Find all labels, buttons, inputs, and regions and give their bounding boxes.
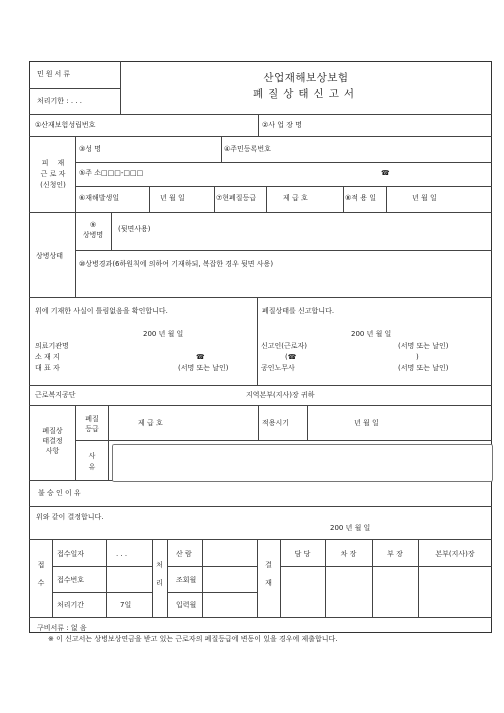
row-divider (29, 405, 492, 406)
col-divider (106, 539, 107, 617)
seven-days-label: 7일 (120, 601, 132, 609)
col-divider (75, 136, 76, 297)
col-divider (167, 539, 168, 617)
required-docs: 구비서류 : 없 음 (37, 624, 87, 632)
inquiry-label: 조회월 (176, 576, 197, 584)
row-divider (280, 566, 492, 567)
phone-icon: ☎ (381, 169, 390, 177)
processing-period-label: 처리기간 (57, 601, 85, 609)
row-divider (75, 440, 492, 441)
agency-label: 근로복지공단 (35, 391, 76, 399)
sign-right-2: (서명 또는 날인) (398, 364, 449, 372)
establishment-no-input[interactable] (122, 118, 252, 132)
resident-no-input[interactable] (290, 141, 485, 155)
in-charge-label: 담 당 (294, 550, 311, 558)
col-divider (257, 297, 258, 385)
reason-label: 사 유 (88, 452, 96, 471)
accident-date-value: 년 월 일 (160, 194, 185, 202)
receipt-label: 접 수 (37, 561, 45, 587)
confirm-date: 200 년 월 일 (143, 330, 184, 338)
report-date: 200 년 월 일 (351, 330, 392, 338)
labor-attorney-label: 공인노무사 (261, 364, 295, 372)
row-divider (29, 506, 492, 507)
form-title-1: 산업재해보상보험 (263, 72, 349, 84)
row-divider (52, 566, 152, 567)
medical-institution-label: 의료기관명 (35, 342, 69, 350)
row-divider (167, 592, 257, 593)
confirm-text: 위에 기재한 사실이 틀림없음을 확인합니다. (35, 307, 168, 315)
receipt-date-label: 접수일자 (57, 550, 85, 558)
row-divider (29, 136, 492, 137)
name-label: ③성 명 (79, 145, 102, 153)
col-divider (52, 539, 53, 617)
assistant-manager-label: 차 장 (340, 550, 357, 558)
col-divider (258, 114, 259, 136)
col-divider (258, 405, 259, 440)
deadline-label: 처리기한 : . . . (37, 97, 82, 105)
decided-date: 200 년 월 일 (330, 524, 371, 532)
civil-doc-label: 민원서류 (37, 70, 73, 78)
col-divider (307, 405, 308, 440)
apply-period-value: 년 월 일 (354, 419, 379, 427)
apply-period-label: 적용시기 (262, 419, 290, 427)
close-paren: ) (416, 353, 419, 361)
process-label: 처 리 (156, 561, 163, 587)
workplace-name-input[interactable] (330, 118, 485, 132)
col-divider (111, 212, 112, 250)
receipt-no-label: 접수번호 (57, 576, 85, 584)
grade-value: 제 급 호 (138, 419, 163, 427)
apply-date-label: ⑧적 용 일 (345, 194, 377, 202)
col-divider (343, 186, 344, 212)
current-grade-label: ⑦현폐질등급 (216, 194, 257, 202)
receipt-date-dots: . . . (116, 550, 128, 558)
reporter-label: 신고인(근로자) (261, 342, 308, 350)
row-divider (29, 617, 492, 618)
row-divider (75, 186, 492, 187)
injured-worker-label: 피 재 근 로 자 (신청인) (40, 159, 66, 189)
head-label: 본부(지사)장 (435, 550, 475, 558)
row-divider (52, 592, 152, 593)
decision-label: 폐질상 태결정 사항 (42, 427, 63, 455)
row-divider (29, 88, 120, 89)
col-divider (149, 186, 150, 212)
reason-input[interactable] (112, 444, 493, 482)
col-divider (386, 186, 387, 212)
output-label: 산 람 (176, 550, 192, 558)
row-divider (167, 566, 257, 567)
col-divider (221, 136, 222, 162)
address-label: ⑤주 소□□□-□□□ (79, 169, 144, 177)
current-grade-value: 제 급 호 (283, 194, 308, 202)
sign-left: (서명 또는 날인) (178, 364, 229, 372)
col-divider (214, 186, 215, 212)
name-input[interactable] (120, 141, 215, 155)
location-label: 소 재 지 (35, 353, 60, 361)
resident-no-label: ④주민등록번호 (224, 145, 271, 153)
approval-label: 결 재 (265, 561, 272, 587)
phone-paren: (☎ (285, 353, 297, 361)
form-title-2: 폐질상태신고서 (252, 88, 359, 100)
row-divider (75, 162, 492, 163)
disease-note: (뒷면사용) (118, 225, 151, 233)
workplace-name-label: ②사 업 장 명 (262, 121, 302, 129)
department-head-label: 부 장 (387, 550, 403, 558)
establishment-no-label: ①산재보험성립번호 (35, 121, 96, 129)
col-divider (108, 405, 109, 480)
condition-label: 상병상태 (36, 252, 64, 260)
phone-icon: ☎ (196, 353, 205, 361)
row-divider (29, 212, 492, 213)
apply-date-value: 년 월 일 (412, 194, 437, 202)
row-divider (29, 385, 492, 386)
footnote: ※ 이 신고서는 상병보상연금을 받고 있는 근로자의 폐질등급에 변동이 있을 경우에 제출합니다. (48, 635, 338, 643)
disapproval-label: 불 승 인 이 유 (38, 489, 81, 497)
accident-date-label: ⑥재해발생일 (79, 194, 120, 202)
sign-right-1: (서명 또는 날인) (398, 342, 449, 350)
decided-text: 위와 같이 결정합니다. (36, 513, 104, 521)
col-divider (266, 186, 267, 212)
row-divider (75, 250, 492, 251)
row-divider (29, 114, 492, 115)
grade-label: 폐질 등급 (85, 415, 99, 433)
disease-name-label: ⑨ 상병명 (82, 221, 104, 239)
entry-label: 입력월 (176, 601, 197, 609)
row-divider (29, 297, 492, 298)
progress-label: ⑩상병경과(6하원칙에 의하여 기재하되, 복잡한 경우 뒷면 사용) (79, 260, 274, 268)
row-divider (29, 539, 492, 540)
col-divider (202, 539, 203, 617)
report-text: 폐질상태를 신고합니다. (262, 307, 335, 315)
representative-label: 대 표 자 (35, 364, 60, 372)
branch-to-label: 지역본부(지사)장 귀하 (246, 391, 315, 399)
